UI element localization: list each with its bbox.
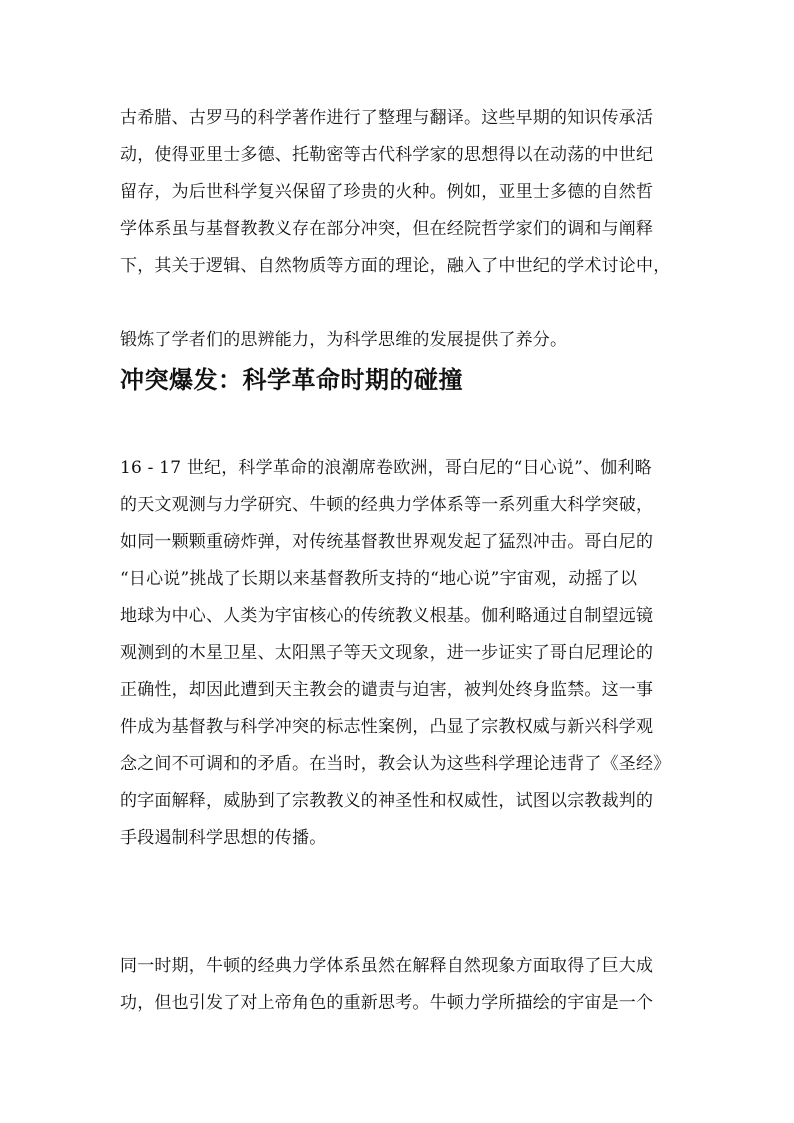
- paragraph-line: 地球为中心、人类为宇宙核心的传统教义根基。伽利略通过自制望远镜: [120, 606, 654, 626]
- paragraph-line: 念之间不可调和的矛盾。在当时，教会认为这些科学理论违背了《圣经》: [120, 754, 671, 774]
- paragraph-line: 16 - 17 世纪，科学革命的浪潮席卷欧洲，哥白尼的“日心说”、伽利略: [120, 458, 652, 478]
- paragraph-line: 古希腊、古罗马的科学著作进行了整理与翻译。这些早期的知识传承活: [120, 108, 654, 128]
- paragraph-line: 锻炼了学者们的思辨能力，为科学思维的发展提供了养分。: [120, 330, 568, 350]
- paragraph-line: 的字面解释，威胁到了宗教教义的神圣性和权威性，试图以宗教裁判的: [120, 791, 654, 811]
- paragraph-line: 的天文观测与力学研究、牛顿的经典力学体系等一系列重大科学突破，: [120, 495, 654, 515]
- paragraph-line: 学体系虽与基督教教义存在部分冲突，但在经院哲学家们的调和与阐释: [120, 219, 654, 239]
- paragraph-line: 功，但也引发了对上帝角色的重新思考。牛顿力学所描绘的宇宙是一个: [120, 993, 654, 1013]
- section-heading: 冲突爆发：科学革命时期的碰撞: [120, 365, 463, 394]
- paragraph-line: 手段遏制科学思想的传播。: [120, 828, 327, 848]
- paragraph-line: “日心说”挑战了长期以来基督教所支持的“地心说”宇宙观，动摇了以: [120, 569, 638, 589]
- paragraph-line: 正确性，却因此遭到天主教会的谴责与迫害，被判处终身监禁。这一事: [120, 680, 654, 700]
- paragraph-line: 动，使得亚里士多德、托勒密等古代科学家的思想得以在动荡的中世纪: [120, 145, 654, 165]
- paragraph-line: 如同一颗颗重磅炸弹，对传统基督教世界观发起了猛烈冲击。哥白尼的: [120, 532, 654, 552]
- paragraph-line: 留存，为后世科学复兴保留了珍贵的火种。例如，亚里士多德的自然哲: [120, 182, 654, 202]
- paragraph-line: 下，其关于逻辑、自然物质等方面的理论，融入了中世纪的学术讨论中，: [120, 256, 671, 276]
- paragraph-line: 同一时期，牛顿的经典力学体系虽然在解释自然现象方面取得了巨大成: [120, 956, 654, 976]
- paragraph-line: 观测到的木星卫星、太阳黑子等天文现象，进一步证实了哥白尼理论的: [120, 643, 654, 663]
- paragraph-line: 件成为基督教与科学冲突的标志性案例，凸显了宗教权威与新兴科学观: [120, 717, 654, 737]
